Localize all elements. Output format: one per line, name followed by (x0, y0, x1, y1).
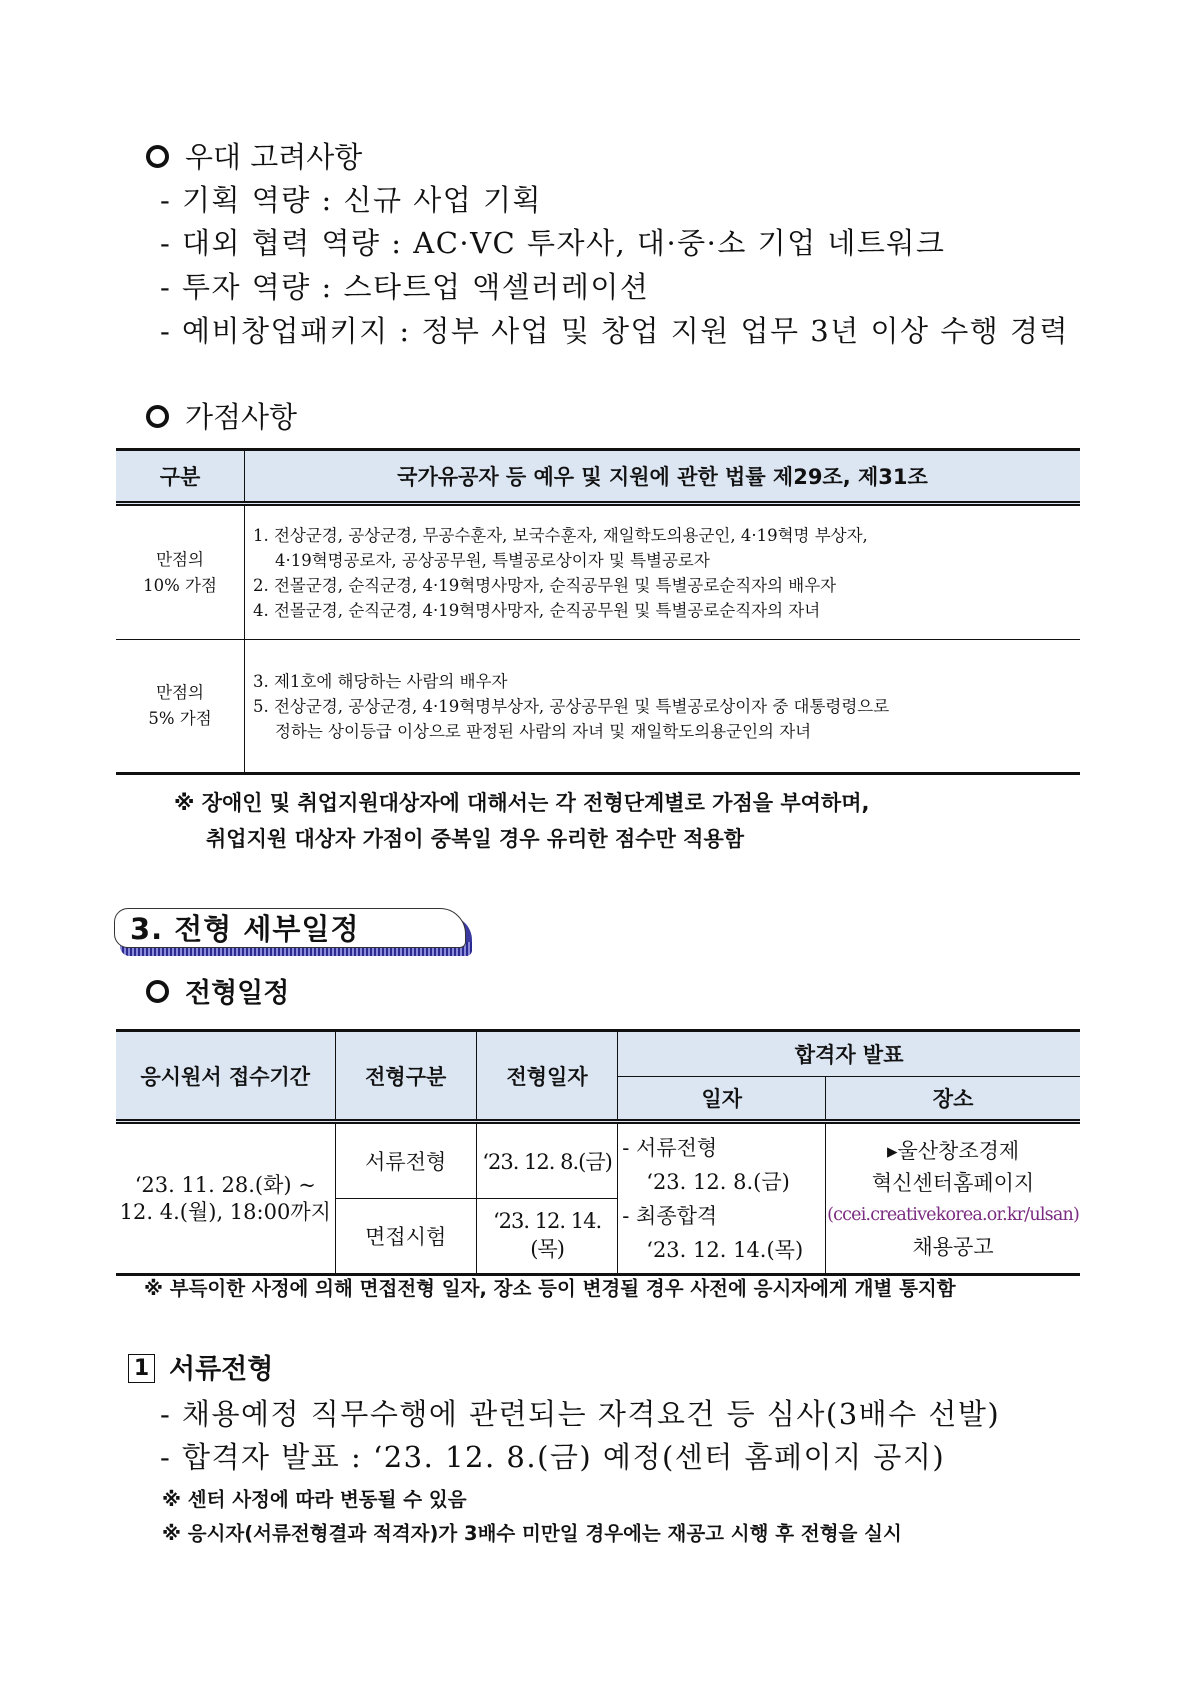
schedule-heading-text: 전형일정 (185, 978, 290, 1009)
announce-place-header: 장소 (826, 1077, 1080, 1122)
place-line: 혁신센터홈페이지 (871, 1170, 1035, 1195)
type-header: 전형구분 (335, 1031, 476, 1122)
period-line: ‘23. 11. 28.(화) ~ (134, 1172, 316, 1197)
screening-heading (128, 1352, 273, 1388)
section-number-box: 1 (128, 1354, 155, 1383)
announce-line: ‘23. 12. 14.(목) (646, 1237, 804, 1262)
bonus-row-label-line: 10% 가점 (143, 575, 217, 595)
preference-heading-text: 우대 고려사항 (185, 140, 363, 174)
circle-bullet-icon (146, 145, 169, 168)
bonus-note-line: ※ 장애인 및 취업지원대상자에 대해서는 각 전형단계별로 가점을 부여하며, (174, 791, 870, 815)
section-header (114, 908, 474, 958)
period-line: 12. 4.(월), 18:00까지 (119, 1199, 331, 1224)
preference-item: - 기획 역량 : 신규 사업 기획 (160, 183, 543, 217)
bonus-line: 4·19혁명공로자, 공상공무원, 특별공로상이자 및 특별공로자 (275, 550, 710, 570)
bonus-heading-text: 가점사항 (185, 400, 298, 434)
bonus-table (116, 448, 1080, 775)
bonus-note-line: 취업지원 대상자 가점이 중복일 경우 유리한 점수만 적용함 (206, 827, 745, 851)
bonus-row-label (116, 640, 245, 774)
bonus-row-label-line: 5% 가점 (148, 709, 212, 728)
circle-bullet-icon (146, 405, 169, 428)
place-url: (ccei.creativekorea.or.kr/ulsan) (827, 1204, 1079, 1225)
screening-item: - 채용예정 직무수행에 관련되는 자격요건 등 심사(3배수 선발) (160, 1397, 1001, 1431)
announce-line: - 서류전형 (622, 1135, 718, 1160)
bonus-line: 정하는 상이등급 이상으로 판정된 사람의 자녀 및 재일학도의용군인의 자녀 (275, 721, 812, 741)
bonus-row (116, 640, 1080, 774)
screening-item: - 합격자 발표 : ‘23. 12. 8.(금) 예정(센터 홈페이지 공지) (160, 1440, 946, 1474)
bonus-line: 3. 제1호에 해당하는 사람의 배우자 (253, 671, 508, 691)
bonus-row-label-line: 만점의 (156, 683, 204, 702)
date-cell: ‘23. 12. 14.(목) (476, 1199, 617, 1275)
bonus-line: 5. 전상군경, 공상군경, 4·19혁명부상자, 공상공무원 및 특별공로상이자 중 대통령령으로 (253, 696, 890, 716)
screening-note: ※ 센터 사정에 따라 변동될 수 있음 (162, 1488, 467, 1511)
bonus-line: 4. 전몰군경, 순직군경, 4·19혁명사망자, 순직공무원 및 특별공로순직자의 자녀 (253, 600, 821, 620)
bonus-row-label-line: 만점의 (156, 549, 204, 569)
screening-heading-text: 서류전형 (169, 1354, 274, 1385)
preference-item: - 대외 협력 역량 : AC·VC 투자사, 대·중·소 기업 네트워크 (160, 226, 946, 260)
announce-line: ‘23. 12. 8.(금) (646, 1169, 790, 1194)
bonus-row-label (116, 504, 245, 640)
bonus-row-content (245, 504, 1081, 640)
circle-bullet-icon (146, 980, 169, 1003)
announce-date-header: 일자 (618, 1077, 826, 1122)
bonus-line: 2. 전몰군경, 순직군경, 4·19혁명사망자, 순직공무원 및 특별공로순직자의 배우자 (253, 575, 837, 595)
section-title: 3. 전형 세부일정 (130, 912, 360, 946)
announce-place-cell (826, 1122, 1080, 1275)
place-line: ▸울산창조경제 (886, 1138, 1020, 1163)
schedule-row (116, 1122, 1080, 1199)
schedule-table (116, 1029, 1080, 1276)
period-header: 응시원서 접수기간 (116, 1031, 335, 1122)
preference-heading (146, 139, 362, 175)
bonus-line: 1. 전상군경, 공상군경, 무공수훈자, 보국수훈자, 재일학도의용군인, 4·19혁명 부상자, (253, 525, 868, 545)
date-cell: ‘23. 12. 8.(금) (476, 1122, 617, 1199)
date-header: 전형일자 (476, 1031, 617, 1122)
bonus-col1-header: 구분 (116, 450, 245, 504)
period-cell (116, 1122, 335, 1275)
bonus-col2-header: 국가유공자 등 예우 및 지원에 관한 법률 제29조, 제31조 (245, 450, 1081, 504)
announce-header: 합격자 발표 (618, 1031, 1080, 1077)
type-cell: 면접시험 (335, 1199, 476, 1275)
bonus-row-content (245, 640, 1081, 774)
preference-item: - 예비창업패키지 : 정부 사업 및 창업 지원 업무 3년 이상 수행 경력 (160, 314, 1069, 348)
schedule-heading (146, 976, 289, 1012)
preference-item: - 투자 역량 : 스타트업 액셀러레이션 (160, 270, 650, 304)
schedule-note: ※ 부득이한 사정에 의해 면접전형 일자, 장소 등이 변경될 경우 사전에 응시자에게 개별 통지함 (144, 1277, 956, 1300)
type-cell: 서류전형 (335, 1122, 476, 1199)
bonus-heading (146, 399, 297, 435)
announce-date-cell (618, 1122, 826, 1275)
announce-line: - 최종합격 (622, 1203, 718, 1228)
place-line: 채용공고 (912, 1234, 994, 1259)
screening-note: ※ 응시자(서류전형결과 적격자)가 3배수 미만일 경우에는 재공고 시행 후 전형을 실시 (162, 1522, 902, 1545)
bonus-row (116, 504, 1080, 640)
